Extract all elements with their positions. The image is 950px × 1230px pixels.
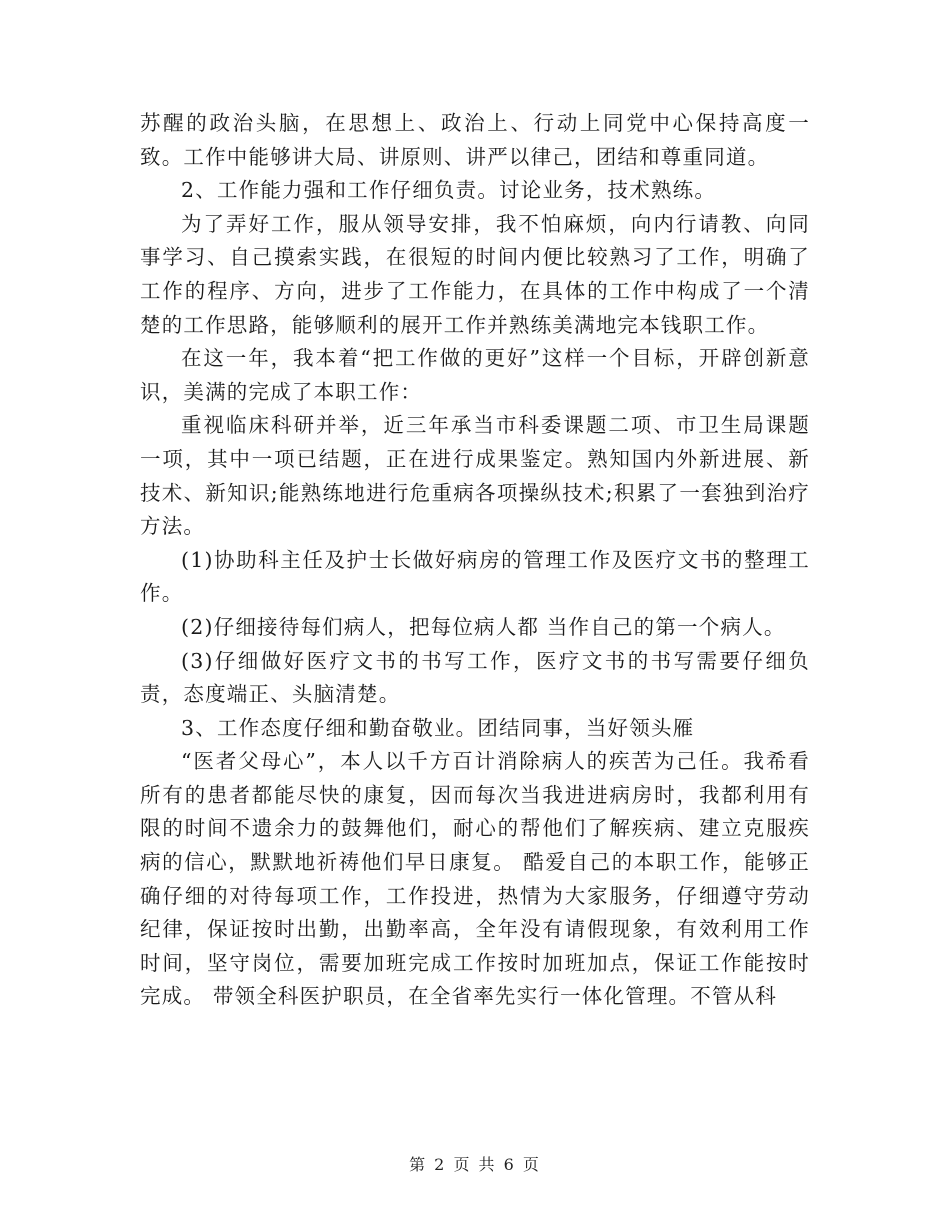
page-number-footer: 第 2 页 共 6 页 xyxy=(409,1155,541,1174)
paragraph-2: 2、工作能力强和工作仔细负责。讨论业务，技术熟练。 xyxy=(181,178,717,203)
paragraph-1: 苏醒的政治头脑，在思想上、政治上、行动上同党中心保持高度一致。工作中能够讲大局、讲原则、讲严以律己，团结和尊重同道。 xyxy=(140,111,810,169)
paragraph-5: 重视临床科研并举，近三年承当市科委课题二项、市卫生局课题一项，其中一项已结题，正在进行成果鉴定。熟知国内外新进展、新技术、新知识;能熟练地进行危重病各项操纵技术;积累了一套独到治疗方法。 xyxy=(140,413,810,539)
paragraph-4: 在这一年，我本着“把工作做的更好”这样一个目标，开辟创新意识，美满的完成了本职工作： xyxy=(140,346,810,404)
paragraph-8: (3)仔细做好医疗文书的书写工作，医疗文书的书写需要仔细负责，态度端正、头脑清楚。 xyxy=(140,648,810,707)
document-body xyxy=(140,107,810,1014)
paragraph-3: 为了弄好工作，服从领导安排，我不怕麻烦，向内行请教、向同事学习、自己摸索实践，在很短的时间内便比较熟习了工作，明确了工作的程序、方向，进步了工作能力，在具体的工作中构成了一个清楚的工作思路，能够顺利的展开工作并熟练美满地完本钱职工作。 xyxy=(140,211,810,337)
paragraph-7: (2)仔细接待每们病人，把每位病人都 当作自己的第一个病人。 xyxy=(181,614,786,639)
paragraph-9: 3、工作态度仔细和勤奋敬业。团结同事，当好领头雁 xyxy=(181,715,695,740)
paragraph-6: (1)协助科主任及护士长做好病房的管理工作及医疗文书的整理工作。 xyxy=(140,547,810,606)
paragraph-10: “医者父母心”，本人以千方百计消除病人的疾苦为己任。我希看所有的患者都能尽快的康复，因而每次当我进进病房时，我都利用有限的时间不遗余力的鼓舞他们，耐心的帮他们了解疾病、建立克服疾病的信心，默默地祈祷他们早日康复。 酷爱自己的本职工作，能够正确仔细的对待每项工作，工作投进，热情为大家服务，仔细遵守劳动纪律，保证按时出勤，出勤率高，全年没有请假现象，有效利用工作时间，坚守岗位，需要加班完成工作按时加班加点，保证工作能按时完成。 带领全科医护职员，在全省率先实行一体化管理。不管从科 xyxy=(140,749,810,1009)
